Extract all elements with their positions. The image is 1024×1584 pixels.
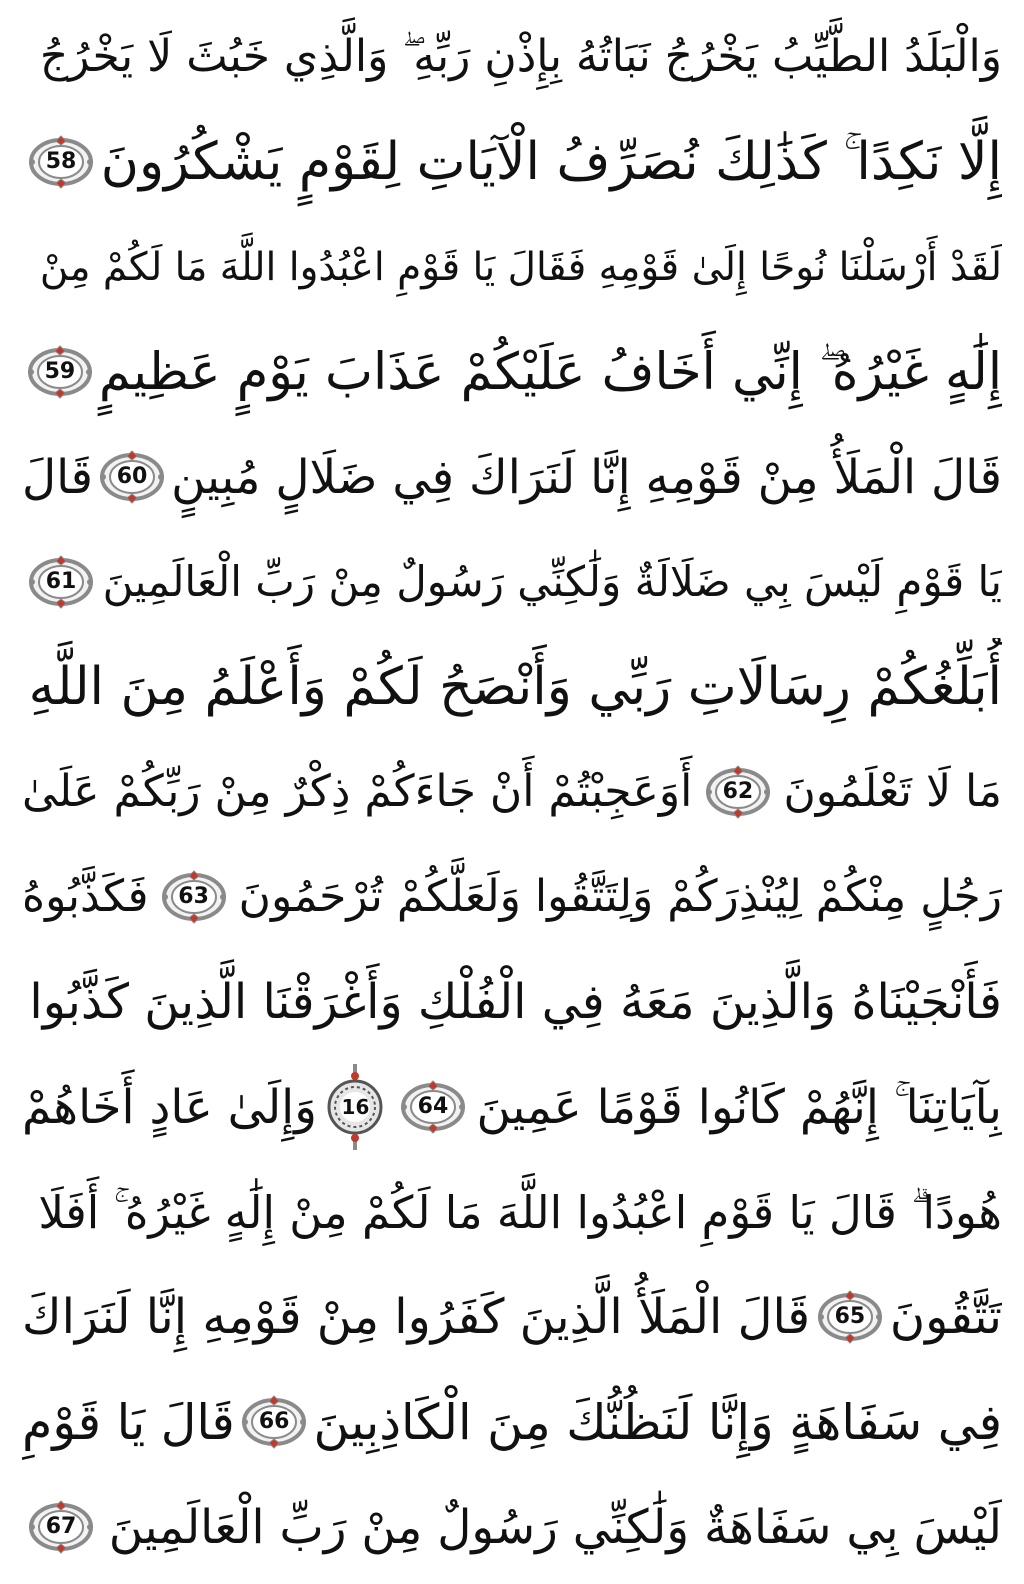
verse-line (22, 1268, 1002, 1366)
ayah-number-marker (161, 870, 227, 924)
verse-line (22, 533, 1002, 631)
verse-line (22, 848, 1002, 946)
verse-line (22, 1058, 1002, 1156)
verse-line (22, 218, 1002, 316)
verse-text: رَجُلٍ مِنْكُمْ لِيُنْذِرَكُمْ وَلِتَتَّقُوا وَلَعَلَّكُمْ تُرْحَمُونَ (238, 871, 1002, 922)
verse-line (22, 1163, 1002, 1261)
ayah-number-marker (705, 765, 771, 819)
verse-text: بِآيَاتِنَا ۚ إِنَّهُمْ كَانُوا قَوْمًا عَمِينَ (476, 1079, 1002, 1135)
verse-line (22, 113, 1002, 211)
verse-line (22, 428, 1002, 526)
verse-text: أُبَلِّغُكُمْ رِسَالَاتِ رَبِّي وَأَنْصَحُ لَكُمْ وَأَعْلَمُ مِنَ اللَّهِ (28, 657, 1002, 717)
verse-text: وَإِلَىٰ عَادٍ أَخَاهُمْ (22, 1079, 317, 1135)
ayah-number: 59 (44, 359, 76, 384)
verse-text: قَالَ الْمَلَأُ الَّذِينَ كَفَرُوا مِنْ قَوْمِهِ إِنَّا لَنَرَاكَ (22, 1289, 811, 1345)
verse-text: فَأَنْجَيْنَاهُ وَالَّذِينَ مَعَهُ فِي الْفُلْكِ وَأَغْرَقْنَا الَّذِينَ كَذَّبُوا (29, 974, 1002, 1030)
verse-text: يَا قَوْمِ لَيْسَ بِي ضَلَالَةٌ وَلَٰكِنِّي رَسُولٌ مِنْ رَبِّ الْعَالَمِينَ (102, 557, 1002, 606)
verse-text: لَيْسَ بِي سَفَاهَةٌ وَلَٰكِنِّي رَسُولٌ مِنْ رَبِّ الْعَالَمِينَ (108, 1499, 1002, 1555)
ayah-number: 67 (45, 1514, 77, 1539)
hizb-number: 16 (340, 1092, 370, 1122)
verse-text: مَا لَا تَعْلَمُونَ (783, 766, 1002, 817)
verse-text: لَقَدْ أَرْسَلْنَا نُوحًا إِلَىٰ قَوْمِهِ فَقَالَ يَا قَوْمِ اعْبُدُوا اللَّهَ مَا لَكُمْ مِنْ (39, 244, 1002, 290)
ayah-number-marker (99, 450, 165, 504)
verse-line (22, 323, 1002, 421)
verse-text: قَالَ (22, 449, 93, 505)
verse-line (22, 8, 1002, 106)
verse-line (22, 638, 1002, 736)
verse-line (22, 1373, 1002, 1471)
ayah-number: 62 (722, 779, 754, 804)
ayah-number: 58 (45, 149, 77, 174)
ayah-number: 65 (834, 1304, 866, 1329)
verse-text: إِلَّا نَكِدًا ۚ كَذَٰلِكَ نُصَرِّفُ الْآيَاتِ لِقَوْمٍ يَشْكُرُونَ (100, 132, 1002, 192)
verse-text: تَتَّقُونَ (889, 1289, 1002, 1345)
verse-lines (22, 8, 1002, 1576)
ayah-number-marker (27, 345, 93, 399)
ayah-number-marker (28, 555, 94, 609)
ayah-number: 60 (116, 464, 148, 489)
verse-text: فَكَذَّبُوهُ (22, 871, 149, 922)
ayah-number: 66 (258, 1409, 290, 1434)
verse-text: قَالَ يَا قَوْمِ (22, 1393, 235, 1451)
ayah-number-marker (400, 1080, 466, 1134)
ayah-number: 63 (178, 884, 209, 909)
ayah-number-marker (817, 1290, 883, 1344)
ayah-number: 61 (45, 569, 77, 594)
verse-line (22, 953, 1002, 1051)
verse-line (22, 743, 1002, 841)
verse-text: أَوَعَجِبْتُمْ أَنْ جَاءَكُمْ ذِكْرٌ مِنْ رَبِّكُمْ عَلَىٰ (22, 766, 693, 817)
hizb-marker (325, 1062, 385, 1152)
verse-text: وَالْبَلَدُ الطَّيِّبُ يَخْرُجُ نَبَاتُهُ بِإِذْنِ رَبِّهِ ۖ وَالَّذِي خَبُثَ لَا يَخْرُجُ (39, 31, 1002, 82)
ayah-number-marker (28, 135, 94, 189)
verse-text: هُودًا ۗ قَالَ يَا قَوْمِ اعْبُدُوا اللَّهَ مَا لَكُمْ مِنْ إِلَٰهٍ غَيْرُهُ ۚ أَفَلَا (38, 1185, 1002, 1239)
verse-text: إِلَٰهٍ غَيْرُهُ ۖ إِنِّي أَخَافُ عَلَيْكُمْ عَذَابَ يَوْمٍ عَظِيمٍ (98, 342, 1002, 402)
verse-line (22, 1478, 1002, 1576)
verse-text: فِي سَفَاهَةٍ وَإِنَّا لَنَظُنُّكَ مِنَ الْكَاذِبِينَ (313, 1393, 1002, 1451)
ayah-number-marker (28, 1500, 94, 1554)
ayah-number-marker (241, 1395, 307, 1449)
verse-text: قَالَ الْمَلَأُ مِنْ قَوْمِهِ إِنَّا لَنَرَاكَ فِي ضَلَالٍ مُبِينٍ (171, 449, 1002, 505)
ayah-number: 64 (417, 1094, 449, 1119)
